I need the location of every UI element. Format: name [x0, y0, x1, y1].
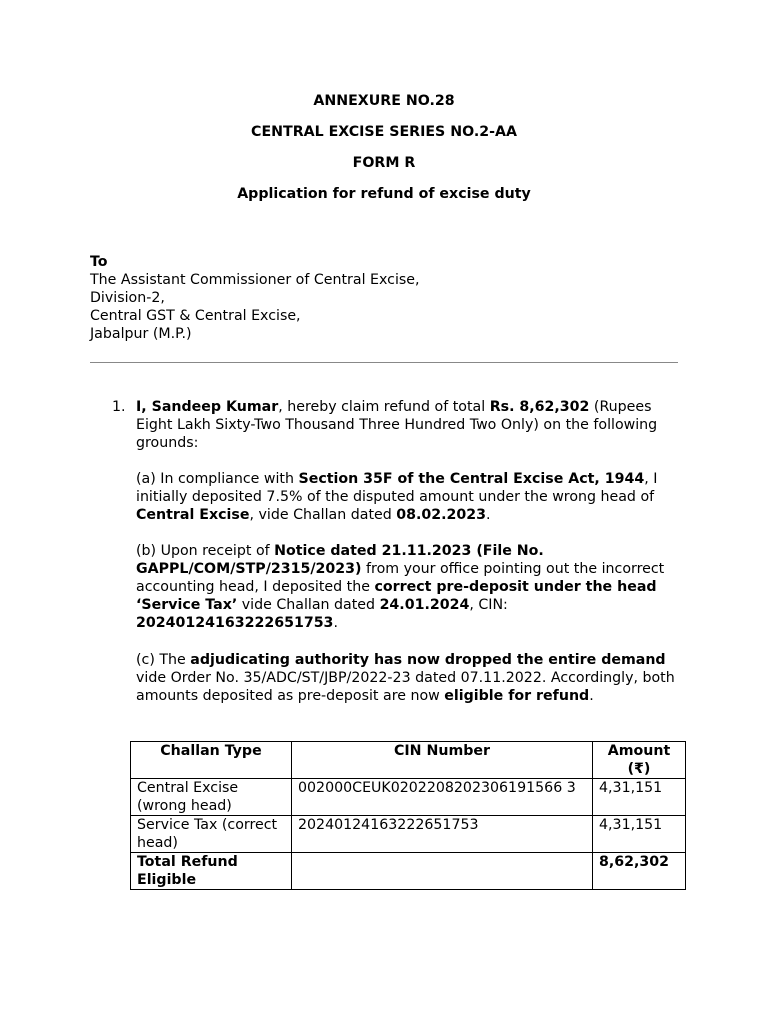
claim-paragraph: [136, 398, 676, 452]
header-challan-type: Challan Type: [131, 742, 292, 779]
ground-c-paragraph: [136, 651, 676, 705]
refund-table: [130, 741, 686, 890]
addressee-line-1: The Assistant Commissioner of Central Excise,: [90, 272, 420, 288]
cell-amount: 4,31,151: [593, 779, 686, 816]
ground-c-eligible: eligible for refund: [444, 688, 590, 704]
ground-c-text-1: vide Order No. 35/ADC/ST/JBP/2022-23 dated 07.11.2022. Accordingly, both amounts deposited as pre-deposit are now: [136, 670, 675, 704]
ground-b-text-3: , CIN:: [469, 597, 508, 613]
ground-c-end: .: [589, 688, 594, 704]
addressee-to: To: [90, 254, 108, 270]
table-row: [131, 779, 686, 816]
cell-cin-number: 20240124163222651753: [292, 816, 593, 853]
table-total-row: [131, 853, 686, 890]
ground-a-head: Central Excise: [136, 507, 250, 523]
cell-total-label: Total Refund Eligible: [131, 853, 292, 890]
claim-text-1: , hereby claim refund of total: [278, 399, 490, 415]
header-cin-number: CIN Number: [292, 742, 593, 779]
ground-a-text-2: , vide Challan dated: [249, 507, 397, 523]
divider: [90, 362, 678, 363]
claimant-name: I, Sandeep Kumar: [136, 399, 279, 415]
cell-challan-type: Service Tax (correct head): [131, 816, 292, 853]
ground-c-prefix: (c) The: [136, 652, 191, 668]
ground-b-notice: Notice dated 21.11.2023 (File No. GAPPL/COM/STP/2315/2023): [136, 543, 544, 577]
claim-amount: Rs. 8,62,302: [489, 399, 590, 415]
cell-challan-type: Central Excise (wrong head): [131, 779, 292, 816]
addressee-block: [90, 253, 420, 343]
ground-a-prefix: (a) In compliance with: [136, 471, 299, 487]
ground-b-date: 24.01.2024: [379, 597, 470, 613]
addressee-line-2: Division-2,: [90, 290, 165, 306]
cell-total-amount: 8,62,302: [593, 853, 686, 890]
ground-a-section: Section 35F of the Central Excise Act, 1944: [298, 471, 645, 487]
ground-b-cin: 20240124163222651753: [136, 615, 334, 631]
ground-b-text-1: from your office pointing out the incorrect accounting head, I deposited the: [136, 561, 665, 595]
ground-b-end: .: [333, 615, 338, 631]
subject-title: Application for refund of excise duty: [237, 186, 531, 202]
claim-text-2: (Rupees Eight Lakh Sixty-Two Thousand Three Hundred Two Only) on the following grounds:: [136, 399, 658, 451]
table-header-row: [131, 742, 686, 779]
cell-total-cin: [292, 853, 593, 890]
cell-amount: 4,31,151: [593, 816, 686, 853]
ground-b-paragraph: [136, 542, 676, 632]
ground-b-text-2: vide Challan dated: [237, 597, 380, 613]
ground-a-date: 08.02.2023: [396, 507, 487, 523]
cell-cin-number: 002000CEUK0202208202306191566 3: [292, 779, 593, 816]
item-number: 1.: [112, 399, 126, 415]
annexure-title: ANNEXURE NO.28: [313, 93, 455, 109]
addressee-line-4: Jabalpur (M.P.): [90, 326, 192, 342]
header-amount: Amount (₹): [593, 742, 686, 779]
ground-b-prefix: (b) Upon receipt of: [136, 543, 275, 559]
series-title: CENTRAL EXCISE SERIES NO.2-AA: [251, 124, 517, 140]
form-title: FORM R: [352, 155, 416, 171]
ground-b-correct-head: correct pre-deposit under the head ‘Service Tax’: [136, 579, 657, 613]
addressee-line-3: Central GST & Central Excise,: [90, 308, 301, 324]
table-row: [131, 816, 686, 853]
ground-a-paragraph: [136, 470, 676, 524]
ground-a-end: .: [486, 507, 491, 523]
ground-c-authority: adjudicating authority has now dropped the entire demand: [190, 652, 666, 668]
ground-a-text-1: , I initially deposited 7.5% of the disputed amount under the wrong head of: [136, 471, 658, 505]
